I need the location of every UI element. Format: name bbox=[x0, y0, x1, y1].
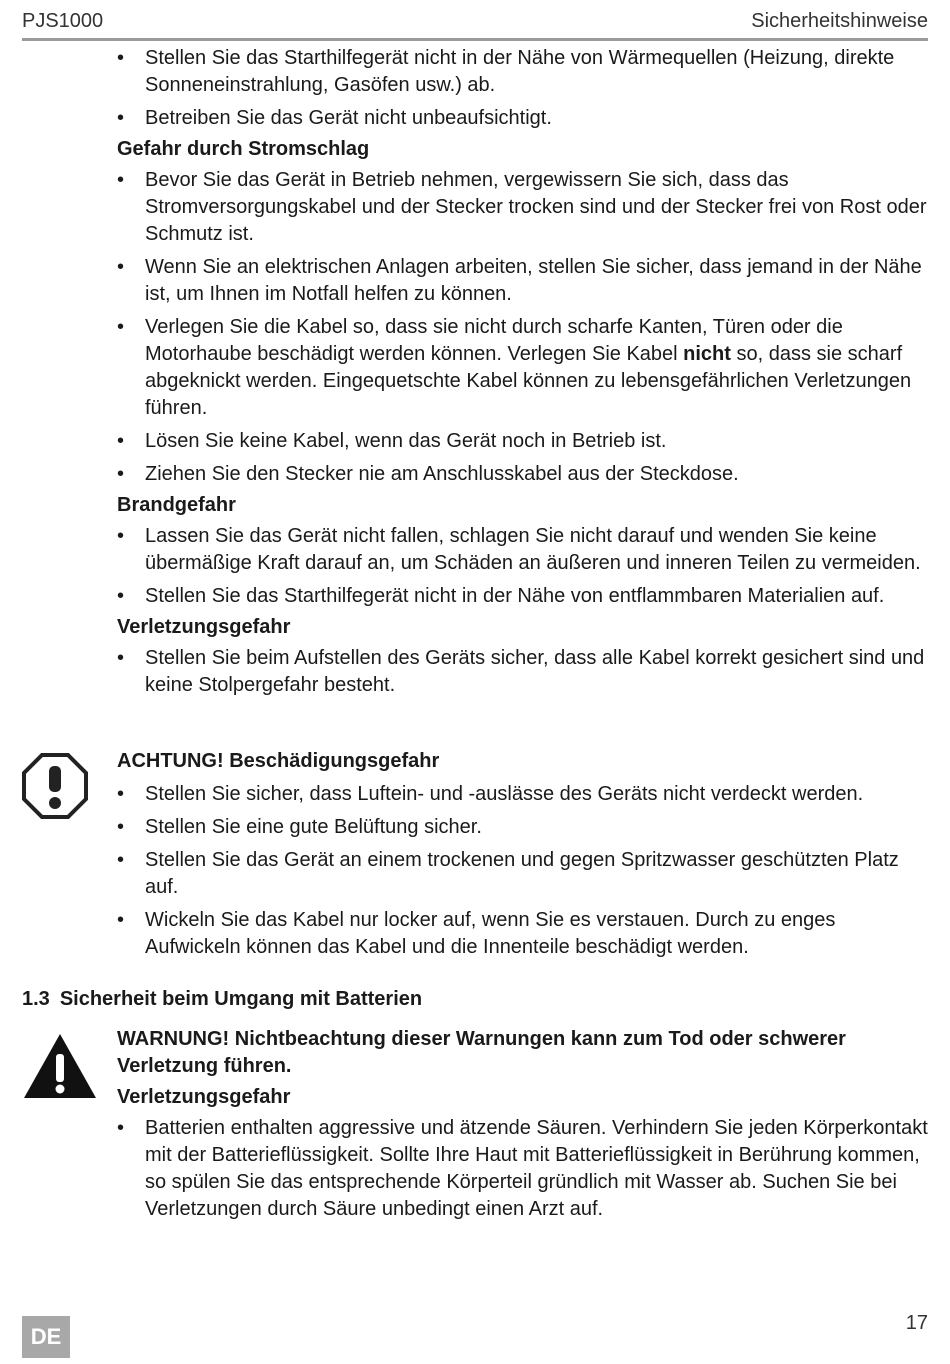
list-item: • Stellen Sie eine gute Belüftung sicher. bbox=[117, 814, 928, 841]
notice-block bbox=[117, 748, 928, 967]
battery-list bbox=[117, 1115, 928, 1223]
battery-warning-heading: WARNUNG! Nichtbeachtung dieser Warnungen kann zum Tod oder schwerer Verletzung führen. bbox=[117, 1028, 846, 1077]
notice-heading: ACHTUNG! Beschädigungsgefahr bbox=[117, 750, 440, 772]
list-item: • Stellen Sie das Starthilfegerät nicht in der Nähe von Wärmequellen (Heizung, direkte Sonneneinstrahlung, Gasöfen usw.) ab. bbox=[117, 45, 928, 99]
page-number: 17 bbox=[905, 1312, 928, 1334]
list-item bbox=[117, 314, 928, 422]
notice-list bbox=[117, 781, 928, 961]
injury-hazard-heading: Verletzungsgefahr bbox=[117, 616, 291, 638]
list-item: • Lassen Sie das Gerät nicht fallen, schlagen Sie nicht darauf und wenden Sie keine übermäßige Kraft darauf an, um Schäden an äußeren und inneren Teilen zu vermeiden. bbox=[117, 523, 928, 577]
product-name: PJS1000 bbox=[22, 10, 104, 32]
list-item: • Stellen Sie das Starthilfegerät nicht in der Nähe von entflammbaren Materialien auf. bbox=[117, 583, 928, 610]
list-item: • Stellen Sie beim Aufstellen des Geräts sicher, dass alle Kabel korrekt gesichert sind und keine Stolpergefahr besteht. bbox=[117, 645, 928, 699]
cable-text-start: Verlegen Sie die Kabel so, dass sie nicht durch scharfe Kanten, Türen oder die Motorhaube beschädigt werden können. Verlegen Sie Kabel bbox=[145, 316, 843, 365]
list-item: • Stellen Sie das Gerät an einem trockenen und gegen Spritzwasser geschützten Platz auf. bbox=[117, 847, 928, 901]
section-heading bbox=[22, 988, 422, 1011]
injury-hazard-list bbox=[117, 645, 928, 699]
list-item: • Wickeln Sie das Kabel nur locker auf, wenn Sie es verstauen. Durch zu enges Aufwickeln können das Kabel und die Innenteile beschädigt werden. bbox=[117, 907, 928, 961]
section-title: Sicherheit beim Umgang mit Batterien bbox=[59, 988, 423, 1010]
section-number: 1.3 bbox=[22, 988, 50, 1010]
battery-warning-block bbox=[117, 1026, 928, 1229]
fire-hazard-heading: Brandgefahr bbox=[117, 494, 236, 516]
list-item: • Stellen Sie sicher, dass Luftein- und -auslässe des Geräts nicht verdeckt werden. bbox=[117, 781, 928, 808]
page-header bbox=[22, 8, 928, 41]
notice-octagon-icon bbox=[22, 753, 88, 819]
section-name: Sicherheitshinweise bbox=[751, 10, 928, 32]
intro-list bbox=[117, 45, 928, 132]
electric-shock-list bbox=[117, 167, 928, 488]
list-item: • Wenn Sie an elektrischen Anlagen arbeiten, stellen Sie sicher, dass jemand in der Nähe ist, um Ihnen im Notfall helfen zu können. bbox=[117, 254, 928, 308]
electric-shock-heading: Gefahr durch Stromschlag bbox=[117, 138, 370, 160]
cable-text-end: so, dass sie scharf abgeknickt werden. Eingequetschte Kabel können zu lebensgefährlichen Verletzungen führen. bbox=[145, 343, 912, 419]
list-item: • Ziehen Sie den Stecker nie am Anschlusskabel aus der Steckdose. bbox=[117, 461, 928, 488]
safety-content-upper bbox=[117, 45, 928, 705]
warning-triangle-icon bbox=[22, 1032, 98, 1100]
list-item: • Batterien enthalten aggressive und ätzende Säuren. Verhindern Sie jeden Körperkontakt mit der Batterieflüssigkeit. Sollte Ihre Haut mit Batterieflüssigkeit in Berührung kommen, so spülen Sie das entsprechende Körperteil gründlich mit Wasser ab. Suchen Sie bei Verletzungen durch Säure unbedingt einen Arzt auf. bbox=[117, 1115, 928, 1223]
list-item: • Lösen Sie keine Kabel, wenn das Gerät noch in Betrieb ist. bbox=[117, 428, 928, 455]
cable-emphasis: nicht bbox=[683, 343, 731, 365]
battery-injury-heading: Verletzungsgefahr bbox=[117, 1086, 291, 1108]
fire-hazard-list bbox=[117, 523, 928, 610]
list-item: • Bevor Sie das Gerät in Betrieb nehmen, vergewissern Sie sich, dass das Stromversorgungskabel und der Stecker trocken sind und der Stecker frei von Rost oder Schmutz ist. bbox=[117, 167, 928, 248]
language-badge: DE bbox=[22, 1316, 70, 1358]
list-item: • Betreiben Sie das Gerät nicht unbeaufsichtigt. bbox=[117, 105, 928, 132]
